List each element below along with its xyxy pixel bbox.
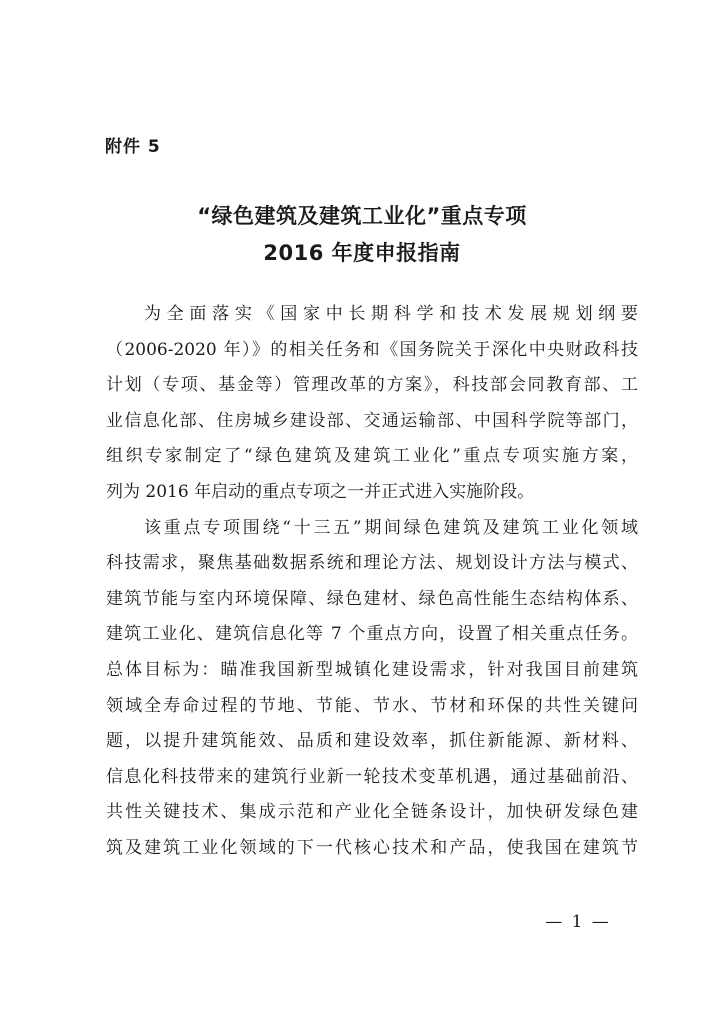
body-text bbox=[106, 297, 638, 867]
document-title-line-2: 2016 年度申报指南 bbox=[263, 241, 461, 265]
paragraph-1-line: 计划（专项、基金等）管理改革的方案》，科技部会同教育部、工 bbox=[106, 375, 638, 396]
paragraph-2-line: 该重点专项围绕“十三五”期间绿色建筑及建筑工业化领域 bbox=[144, 517, 638, 538]
paragraph-1-line: （2006-2020 年）》的相关任务和《国务院关于深化中央财政科技 bbox=[106, 339, 638, 360]
paragraph-2-line: 建筑节能与室内环境保障、绿色建材、绿色高性能生态结构体系、 bbox=[106, 588, 638, 609]
paragraph-1-line: 业信息化部、住房城乡建设部、交通运输部、中国科学院等部门， bbox=[106, 410, 638, 431]
paragraph-2-line: 领域全寿命过程的节地、节能、节水、节材和环保的共性关键问 bbox=[106, 695, 638, 716]
paragraph-2-line: 共性关键技术、集成示范和产业化全链条设计，加快研发绿色建 bbox=[106, 802, 638, 823]
document-title-line-1: “绿色建筑及建筑工业化”重点专项 bbox=[197, 204, 527, 228]
paragraph-2-line: 总体目标为：瞄准我国新型城镇化建设需求，针对我国目前建筑 bbox=[106, 659, 638, 680]
paragraph-2-line: 建筑工业化、建筑信息化等 7 个重点方向，设置了相关重点任务。 bbox=[106, 624, 638, 645]
paragraph-2-line: 题，以提升建筑能效、品质和建设效率，抓住新能源、新材料、 bbox=[106, 731, 638, 752]
page-number: — 1 — bbox=[545, 912, 611, 932]
attachment-label: 附件 5 bbox=[105, 137, 161, 157]
paragraph-1-line: 列为 2016 年启动的重点专项之一并正式进入实施阶段。 bbox=[106, 481, 535, 502]
paragraph-1-line: 组织专家制定了“绿色建筑及建筑工业化”重点专项实施方案， bbox=[106, 446, 638, 467]
paragraph-1-line: 为全面落实《国家中长期科学和技术发展规划纲要 bbox=[144, 304, 638, 324]
paragraph-2-line: 信息化科技带来的建筑行业新一轮技术变革机遇，通过基础前沿、 bbox=[106, 766, 638, 787]
paragraph-2-line: 筑及建筑工业化领域的下一代核心技术和产品，使我国在建筑节 bbox=[106, 837, 638, 858]
paragraph-2-line: 科技需求，聚焦基础数据系统和理论方法、规划设计方法与模式、 bbox=[106, 553, 638, 574]
